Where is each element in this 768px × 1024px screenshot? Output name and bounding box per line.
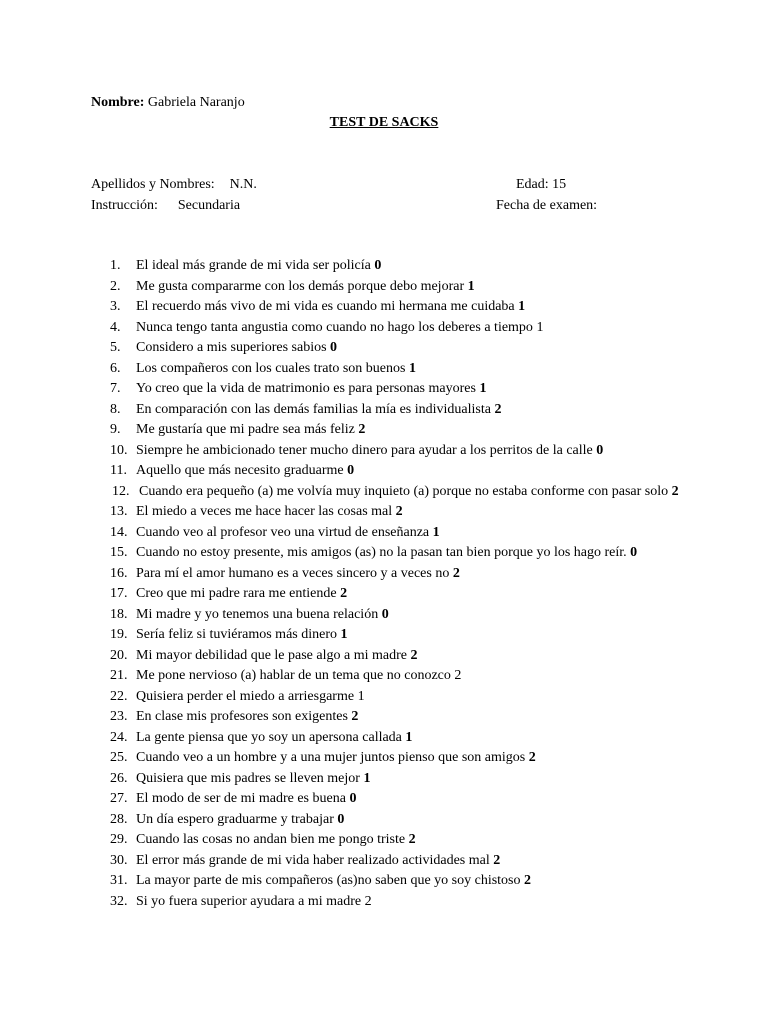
item-score: 1 [518, 299, 526, 314]
instruccion-line [91, 196, 240, 216]
item-number: 32. [110, 893, 128, 909]
list-item [0, 748, 768, 769]
list-item [0, 318, 768, 339]
item-text: Me gusta compararme con los demás porque debo mejorar [136, 278, 468, 294]
item-number: 17. [110, 586, 128, 601]
student-name-line [91, 93, 245, 113]
item-score: 2 [358, 422, 366, 437]
item-score: 2 [524, 873, 532, 888]
list-item [0, 851, 768, 872]
item-score: 1 [467, 278, 475, 294]
item-number: 20. [110, 647, 128, 663]
item-score: 2 [452, 565, 460, 581]
item-text: En comparación con las demás familias la mía es individualista [136, 401, 495, 417]
list-item [0, 584, 768, 605]
list-item [0, 543, 768, 564]
item-score: 0 [330, 340, 338, 355]
item-text: El miedo a veces me hace hacer las cosas mal [136, 504, 396, 519]
item-number: 7. [110, 381, 121, 396]
item-text: Si yo fuera superior ayudara a mi madre [136, 893, 365, 909]
list-item [0, 441, 768, 462]
fecha-label: Fecha de examen: [496, 198, 598, 213]
list-item [0, 666, 768, 687]
list-item [0, 277, 768, 298]
item-score: 2 [410, 647, 418, 663]
item-number: 27. [110, 791, 128, 806]
list-item [0, 400, 768, 421]
item-text: La mayor parte de mis compañeros (as)no saben que yo soy chistoso [136, 873, 525, 888]
list-item [0, 523, 768, 544]
item-number: 29. [110, 832, 128, 847]
item-text: Quisiera que mis padres se lleven mejor [136, 770, 364, 786]
item-number: 26. [110, 770, 128, 786]
apellidos-label: Apellidos y Nombres: [91, 177, 215, 192]
list-item [0, 707, 768, 728]
item-score: 1 [432, 524, 440, 540]
item-text: Cuando veo a un hombre y a una mujer juntos pienso que son amigos [136, 750, 529, 765]
item-score: 0 [374, 258, 382, 273]
item-number: 14. [110, 524, 128, 540]
item-score: 0 [337, 811, 345, 827]
list-item [0, 461, 768, 482]
fecha-line [496, 196, 597, 216]
list-item [0, 769, 768, 790]
item-number: 3. [110, 299, 121, 314]
edad-value: 15 [552, 177, 567, 192]
item-score: 1 [363, 770, 371, 786]
item-text: Yo creo que la vida de matrimonio es para personas mayores [136, 381, 480, 396]
item-text: Cuando era pequeño (a) me volvía muy inquieto (a) porque no estaba conforme con pasar solo [139, 483, 672, 499]
list-item [0, 687, 768, 708]
list-item [0, 482, 768, 503]
item-text: Considero a mis superiores sabios [136, 340, 331, 355]
item-score: 2 [340, 586, 348, 601]
item-number: 18. [110, 606, 128, 622]
nombre-value: Gabriela Naranjo [144, 95, 245, 110]
item-number: 4. [110, 319, 121, 335]
item-number: 10. [110, 442, 128, 458]
item-text: El error más grande de mi vida haber realizado actividades mal [136, 852, 494, 868]
item-number: 15. [110, 545, 128, 560]
item-number: 2. [110, 278, 121, 294]
item-number: 28. [110, 811, 128, 827]
edad-line [516, 175, 566, 195]
item-text: Me gustaría que mi padre sea más feliz [136, 422, 359, 437]
item-score: 0 [596, 442, 604, 458]
item-score: 0 [347, 463, 355, 478]
item-text: Cuando las cosas no andan bien me pongo triste [136, 832, 409, 847]
item-text: Un día espero graduarme y trabajar [136, 811, 338, 827]
item-text: El recuerdo más vivo de mi vida es cuando mi hermana me cuidaba [136, 299, 519, 314]
item-text: Los compañeros con los cuales trato son buenos [136, 360, 409, 376]
list-item [0, 810, 768, 831]
list-item [0, 502, 768, 523]
nombre-label: Nombre: [91, 95, 145, 110]
item-score: 2 [454, 668, 462, 683]
item-score: 0 [381, 606, 389, 622]
item-number: 25. [110, 750, 128, 765]
item-text: El modo de ser de mi madre es buena [136, 791, 350, 806]
sentence-list [0, 256, 768, 912]
item-number: 1. [110, 258, 121, 273]
item-number: 12. [112, 483, 130, 499]
item-score: 1 [536, 319, 544, 335]
item-number: 22. [110, 688, 128, 704]
item-text: Mi mayor debilidad que le pase algo a mi madre [136, 647, 411, 663]
instruccion-label: Instrucción: [91, 198, 158, 213]
instruccion-value: Secundaria [177, 198, 241, 213]
item-score: 2 [364, 893, 372, 909]
list-item [0, 728, 768, 749]
item-number: 21. [110, 668, 128, 683]
item-score: 2 [408, 832, 416, 847]
item-score: 2 [671, 483, 679, 499]
item-score: 1 [405, 729, 413, 745]
list-item [0, 359, 768, 380]
apellidos-line [91, 175, 257, 195]
item-text: Para mí el amor humano es a veces sincero y a veces no [136, 565, 453, 581]
list-item [0, 892, 768, 913]
list-item [0, 256, 768, 277]
item-score: 2 [351, 709, 359, 724]
list-item [0, 297, 768, 318]
item-text: Creo que mi padre rara me entiende [136, 586, 341, 601]
item-number: 24. [110, 729, 128, 745]
item-number: 5. [110, 340, 121, 355]
item-score: 0 [349, 791, 357, 806]
list-item [0, 379, 768, 400]
item-score: 1 [408, 360, 416, 376]
item-number: 30. [110, 852, 128, 868]
item-text: Sería feliz si tuviéramos más dinero [136, 627, 341, 642]
item-text: Me pone nervioso (a) hablar de un tema que no conozco [136, 668, 455, 683]
item-text: El ideal más grande de mi vida ser policía [136, 258, 375, 273]
page-title: TEST DE SACKS [329, 115, 439, 130]
list-item [0, 605, 768, 626]
item-score: 1 [357, 688, 365, 704]
item-text: Siempre he ambicionado tener mucho dinero para ayudar a los perritos de la calle [136, 442, 597, 458]
item-text: Nunca tengo tanta angustia como cuando no hago los deberes a tiempo [136, 319, 537, 335]
edad-label: Edad: [516, 177, 549, 192]
item-score: 1 [479, 381, 487, 396]
item-score: 2 [493, 852, 501, 868]
item-number: 19. [110, 627, 128, 642]
item-text: Cuando veo al profesor veo una virtud de enseñanza [136, 524, 433, 540]
item-number: 16. [110, 565, 128, 581]
item-text: Aquello que más necesito graduarme [136, 463, 348, 478]
item-number: 11. [110, 463, 127, 478]
item-text: Quisiera perder el miedo a arriesgarme [136, 688, 358, 704]
item-score: 2 [528, 750, 536, 765]
item-number: 31. [110, 873, 128, 888]
apellidos-value: N.N. [229, 177, 257, 192]
item-text: Cuando no estoy presente, mis amigos (as) no la pasan tan bien porque yo los hago reír. [136, 545, 631, 560]
item-number: 13. [110, 504, 128, 519]
item-score: 2 [494, 401, 502, 417]
list-item [0, 420, 768, 441]
item-score: 2 [395, 504, 403, 519]
list-item [0, 564, 768, 585]
list-item [0, 871, 768, 892]
item-number: 8. [110, 401, 121, 417]
list-item [0, 338, 768, 359]
list-item [0, 789, 768, 810]
item-text: En clase mis profesores son exigentes [136, 709, 352, 724]
item-number: 9. [110, 422, 121, 437]
item-text: La gente piensa que yo soy un apersona callada [136, 729, 406, 745]
item-score: 1 [340, 627, 348, 642]
item-text: Mi madre y yo tenemos una buena relación [136, 606, 382, 622]
item-number: 23. [110, 709, 128, 724]
item-score: 0 [630, 545, 638, 560]
item-number: 6. [110, 360, 121, 376]
list-item [0, 646, 768, 667]
list-item [0, 625, 768, 646]
list-item [0, 830, 768, 851]
